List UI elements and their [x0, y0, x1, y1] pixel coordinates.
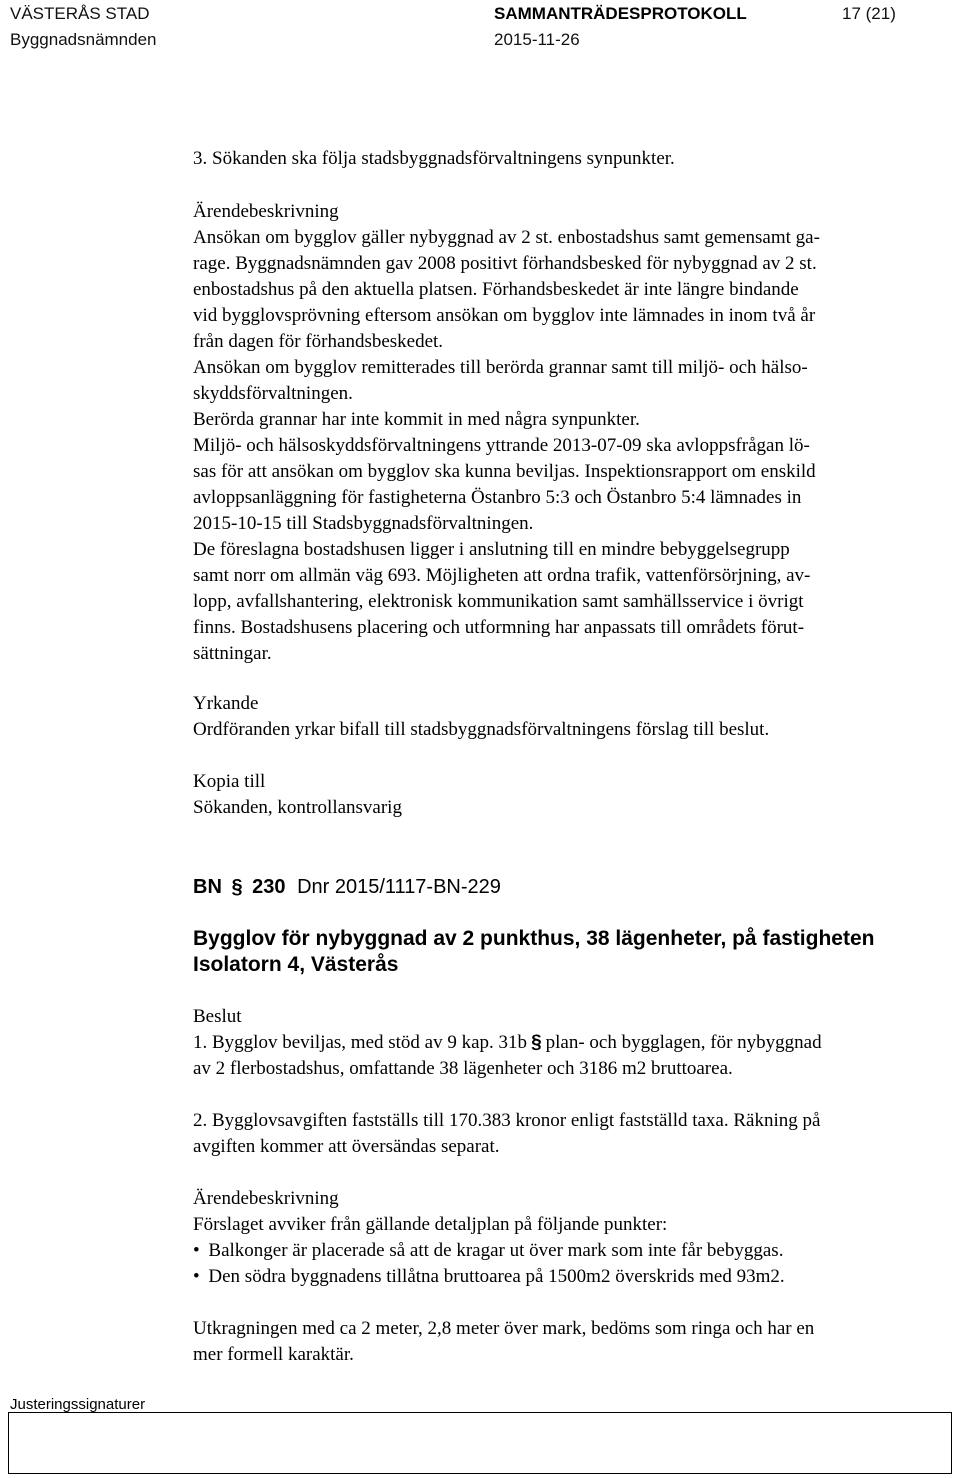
section-sign: § — [231, 876, 243, 898]
description-line: enbostadshus på den aktuella platsen. Förhandsbeskedet är inte längre bindande — [193, 279, 799, 300]
case-title-line1: Bygglov för nybyggnad av 2 punkthus, 38 lägenheter, på fastigheten — [193, 927, 875, 950]
signatures-label: Justeringssignaturer — [10, 1396, 146, 1413]
meeting-date: 2015-11-26 — [494, 30, 580, 49]
beslut-1-line1 — [193, 1030, 822, 1056]
beslut-1-text-end: plan- och bygglagen, för nybyggnad — [545, 1032, 822, 1053]
description-line: avloppsanläggning för fastigheterna Östanbro 5:3 och Östanbro 5:4 lämnades in — [193, 487, 802, 508]
description-line: Ansökan om bygglov remitterades till berörda grannar samt till miljö- och hälso- — [193, 357, 808, 378]
closing-line1: Utkragningen med ca 2 meter, 2,8 meter över mark, bedöms som ringa och har en — [193, 1318, 815, 1339]
case-title-line2: Isolatorn 4, Västerås — [193, 953, 399, 976]
bullet-icon: • — [193, 1240, 200, 1261]
closing-line2: mer formell karaktär. — [193, 1344, 354, 1365]
bullet-item — [193, 1264, 785, 1290]
description-line: Miljö- och hälsoskyddsförvaltningens yttrande 2013-07-09 ska avloppsfrågan lö- — [193, 435, 810, 456]
heading-kopia-till: Kopia till — [193, 771, 266, 792]
heading-arendebeskrivning: Ärendebeskrivning — [193, 201, 339, 222]
description-line: vid bygglovsprövning eftersom ansökan om bygglov inte lämnades in inom två år — [193, 305, 816, 326]
description-block — [193, 225, 820, 667]
description-line: Berörda grannar har inte kommit in med några synpunkter. — [193, 409, 640, 430]
arende-intro: Förslaget avviker från gällande detaljplan på följande punkter: — [193, 1214, 668, 1235]
description-line: sas för att ansökan om bygglov ska kunna beviljas. Inspektionsrapport om enskild — [193, 461, 816, 482]
kopia-text: Sökanden, kontrollansvarig — [193, 797, 402, 818]
bn-number: 230 — [252, 876, 286, 898]
description-line: rage. Byggnadsnämnden gav 2008 positivt förhandsbesked för nybyggnad av 2 st. — [193, 253, 817, 274]
description-line: lopp, avfallshantering, elektronisk kommunikation samt samhällsservice i övrigt — [193, 591, 804, 612]
beslut-1-text: 1. Bygglov beviljas, med stöd av 9 kap. 31b — [193, 1032, 528, 1053]
beslut-2-line1: 2. Bygglovsavgiften fastställs till 170.383 kronor enligt fastställd taxa. Räkning på — [193, 1110, 821, 1131]
heading-yrkande: Yrkande — [193, 693, 259, 714]
dnr: Dnr 2015/1117-BN-229 — [297, 876, 501, 898]
bn-label: BN — [193, 876, 222, 898]
org-name: VÄSTERÅS STAD — [10, 4, 150, 23]
section-sign: § — [531, 1032, 542, 1053]
bullet-text: Den södra byggnadens tillåtna bruttoarea på 1500m2 överskrids med 93m2. — [208, 1266, 785, 1287]
description-line: finns. Bostadshusens placering och utformning har anpassats till områdets förut- — [193, 617, 805, 638]
beslut-1-line2: av 2 flerbostadshus, omfattande 38 lägenheter och 3186 m2 bruttoarea. — [193, 1058, 733, 1079]
signature-box[interactable] — [8, 1412, 952, 1474]
description-line: från dagen för förhandsbeskedet. — [193, 331, 444, 352]
description-line: samt norr om allmän väg 693. Möjligheten att ordna trafik, vattenförsörjning, av- — [193, 565, 811, 586]
item-3: 3. Sökanden ska följa stadsbyggnadsförvaltningens synpunkter. — [193, 148, 675, 169]
bullet-icon: • — [193, 1266, 200, 1287]
description-line: 2015-10-15 till Stadsbyggnadsförvaltningen. — [193, 513, 534, 534]
description-line: Ansökan om bygglov gäller nybyggnad av 2 st. enbostadshus samt gemensamt ga- — [193, 227, 820, 248]
description-line: De föreslagna bostadshusen ligger i anslutning till en mindre bebyggelsegrupp — [193, 539, 790, 560]
department-name: Byggnadsnämnden — [10, 30, 157, 49]
page-number: 17 (21) — [842, 4, 896, 23]
bullet-item — [193, 1238, 783, 1264]
description-line: skyddsförvaltningen. — [193, 383, 353, 404]
case-number-line — [193, 874, 501, 900]
heading-beslut: Beslut — [193, 1006, 242, 1027]
yrkande-text: Ordföranden yrkar bifall till stadsbyggnadsförvaltningens förslag till beslut. — [193, 719, 770, 740]
description-line: sättningar. — [193, 643, 272, 664]
document-type: SAMMANTRÄDESPROTOKOLL — [494, 4, 747, 23]
bullet-text: Balkonger är placerade så att de kragar ut över mark som inte får bebyggas. — [208, 1240, 784, 1261]
beslut-2-line2: avgiften kommer att översändas separat. — [193, 1136, 500, 1157]
heading-arendebeskrivning-2: Ärendebeskrivning — [193, 1188, 339, 1209]
